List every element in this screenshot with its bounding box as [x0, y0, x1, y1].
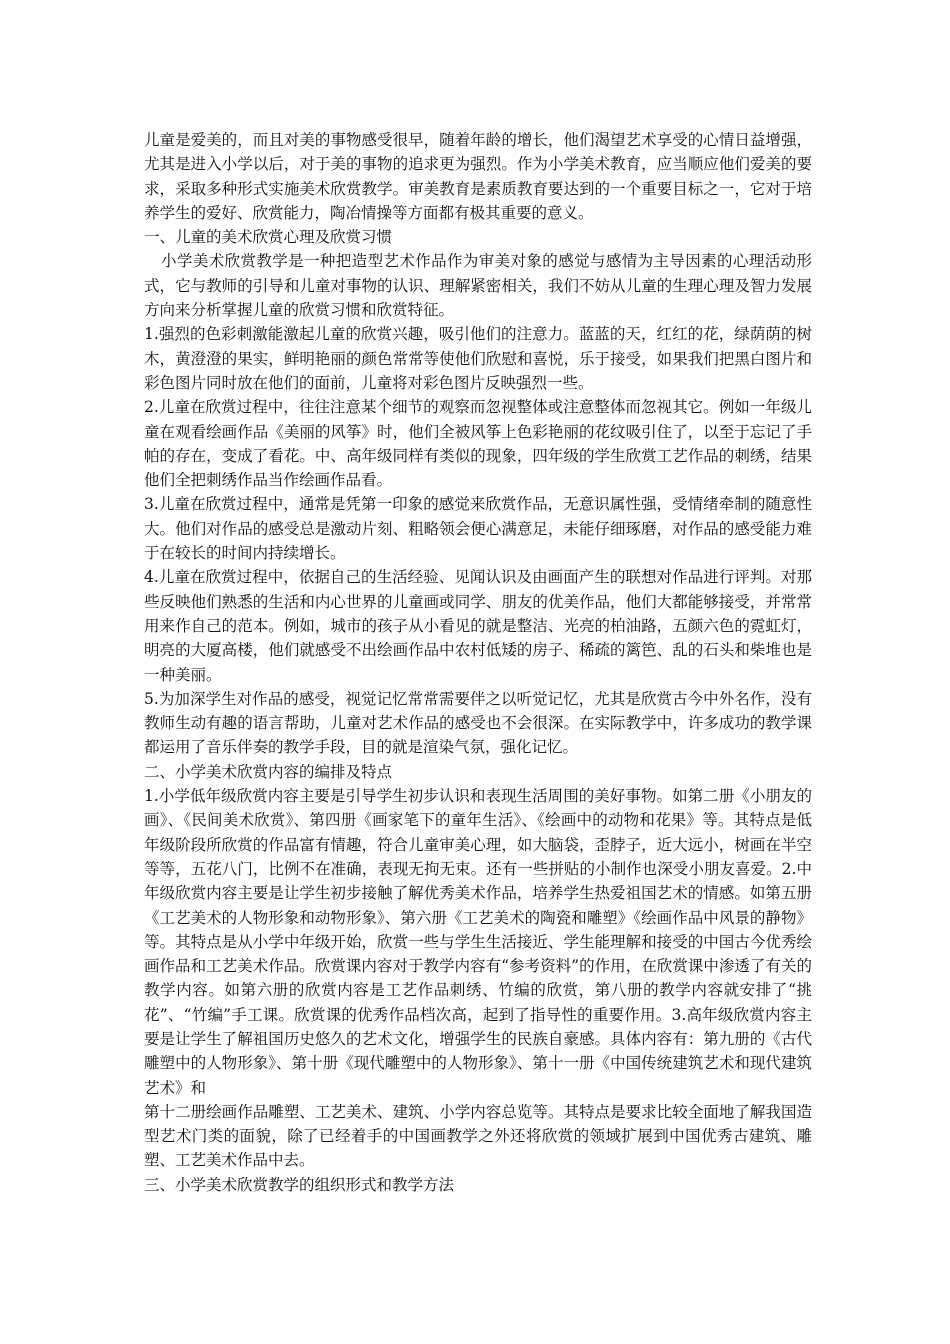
section-1-lead-paragraph: 小学美术欣赏教学是一种把造型艺术作品作为审美对象的感觉与感情为主导因素的心理活动形式，它与教师的引导和儿童对事物的认识、理解紧密相关，我们不妨从儿童的生理心理及智力发展方向来分析掌握儿童的欣赏习惯和欣赏特征。 [144, 252, 812, 320]
section-2-body-continuation: 第十二册绘画作品雕塑、工艺美术、建筑、小学内容总览等。其特点是要求比较全面地了解我国造型艺术门类的面貌，除了已经着手的中国画教学之外还将欣赏的领域扩展到中国优秀古建筑、雕塑、工艺美术作品中去。 [144, 1102, 812, 1170]
document-page [144, 128, 812, 1197]
section-1-point-1: 1.强烈的色彩刺激能激起儿童的欣赏兴趣，吸引他们的注意力。蓝蓝的天，红红的花，绿荫荫的树木，黄澄澄的果实，鲜明艳丽的颜色常常等使他们欣慰和喜悦，乐于接受，如果我们把黑白图片和彩色图片同时放在他们的面前，儿童将对彩色图片反映强烈一些。 [144, 325, 812, 392]
section-1-point-3: 3.儿童在欣赏过程中，通常是凭第一印象的感觉来欣赏作品，无意识属性强，受情绪牵制的随意性大。他们对作品的感受总是激动片刻、粗略领会便心满意足，未能仔细琢磨，对作品的感受能力难于在较长的时间内持续增长。 [144, 495, 812, 563]
section-1-point-4: 4.儿童在欣赏过程中，依据自己的生活经验、见闻认识及由画面产生的联想对作品进行评判。对那些反映他们熟悉的生活和内心世界的儿童画或同学、朋友的优美作品，他们大都能够接受，并常常用来作自己的范本。例如，城市的孩子从小看见的就是整洁、光亮的柏油路，五颜六色的霓虹灯，明亮的大厦高楼，他们就感受不出绘画作品中农村低矮的房子、稀疏的篱笆、乱的石头和柴堆也是一种美丽。 [144, 568, 812, 684]
section-2-heading: 二、小学美术欣赏内容的编排及特点 [144, 762, 393, 781]
section-2-body-paragraph: 1.小学低年级欣赏内容主要是引导学生初步认识和表现生活周围的美好事物。如第二册《小朋友的画》、《民间美术欣赏》、第四册《画家笔下的童年生活》、《绘画中的动物和花果》等。其特点是低年级阶段所欣赏的作品富有情趣，符合儿童审美心理，如大脑袋，歪脖子，近大远小，树画在半空等等，五花八门，比例不在准确，表现无拘无束。还有一些拼贴的小制作也深受小朋友喜爱。2.中年级欣赏内容主要是让学生初步接触了解优秀美术作品，培养学生热爱祖国艺术的情感。如第五册《工艺美术的人物形象和动物形象》、第六册《工艺美术的陶瓷和雕塑》《绘画作品中风景的静物》等。其特点是从小学中年级开始，欣赏一些与学生生活接近、学生能理解和接受的中国古今优秀绘画作品和工艺美术作品。欣赏课内容对于教学内容有“参考资料”的作用，在欣赏课中渗透了有关的教学内容。如第六册的欣赏内容是工艺作品刺绣、竹编的欣赏，第八册的教学内容就安排了“挑花”、“竹编”手工课。欣赏课的优秀作品档次高，起到了指导性的重要作用。3.高年级欣赏内容主要是让学生了解祖国历史悠久的艺术文化，增强学生的民族自豪感。具体内容有：第九册的《古代雕塑中的人物形象》、第十册《现代雕塑中的人物形象》、第十一册《中国传统建筑艺术和现代建筑艺术》和 [144, 787, 812, 1097]
intro-paragraph: 儿童是爱美的，而且对美的事物感受很早，随着年龄的增长，他们渴望艺术享受的心情日益增强，尤其是进入小学以后，对于美的事物的追求更为强烈。作为小学美术教育，应当顺应他们爱美的要求，采取多种形式实施美术欣赏教学。审美教育是素质教育要达到的一个重要目标之一，它对于培养学生的爱好、欣赏能力，陶冶情操等方面都有极其重要的意义。 [144, 131, 812, 222]
section-1-heading: 一、儿童的美术欣赏心理及欣赏习惯 [144, 228, 393, 247]
section-3-heading: 三、小学美术欣赏教学的组织形式和教学方法 [144, 1175, 455, 1194]
section-1-point-5: 5.为加深学生对作品的感受，视觉记忆常常需要伴之以听觉记忆，尤其是欣赏古今中外名作，没有教师生动有趣的语言帮助，儿童对艺术作品的感受也不会很深。在实际教学中，许多成功的教学课都运用了音乐伴奏的教学手段，目的就是渲染气氛，强化记忆。 [144, 689, 812, 757]
section-1-point-2: 2.儿童在欣赏过程中，往往注意某个细节的观察而忽视整体或注意整体而忽视其它。例如一年级儿童在观看绘画作品《美丽的风筝》时，他们全被风筝上色彩艳丽的花纹吸引住了，以至于忘记了手帕的存在，变成了看花。中、高年级同样有类似的现象，四年级的学生欣赏工艺作品的刺绣，结果他们全把刺绣作品当作绘画作品看。 [144, 398, 812, 490]
